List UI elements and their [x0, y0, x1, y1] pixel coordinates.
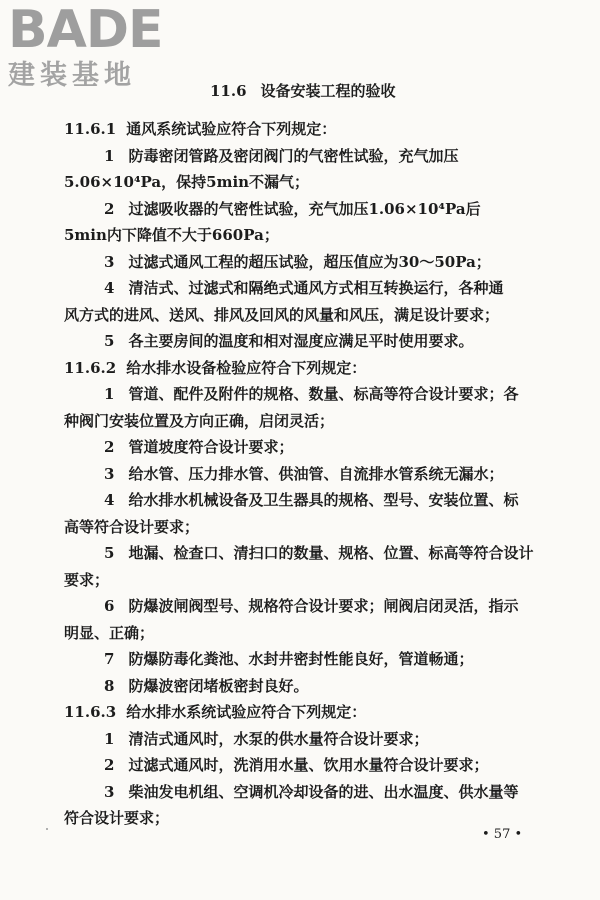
clause-heading: 11.6.3 给水排水系统试验应符合下列规定： [64, 703, 367, 721]
list-item: 5 地漏、检查口、清扫口的数量、规格、位置、标高等符合设计 [104, 544, 534, 562]
logo-brand: BADE [8, 0, 163, 60]
section-number: 11.6 [210, 82, 247, 100]
list-item-continuation: 5min内下降值不大于660Pa； [64, 226, 279, 244]
list-item-continuation: 高等符合设计要求； [64, 517, 200, 536]
section-title [210, 81, 396, 101]
list-item: 1 防毒密闭管路及密闭阀门的气密性试验，充气加压 [104, 146, 459, 165]
document-body [64, 116, 550, 832]
list-item: 4 清洁式、过滤式和隔绝式通风方式相互转换运行，各种通 [104, 279, 504, 297]
list-item: 5 各主要房间的温度和相对湿度应满足平时使用要求。 [104, 332, 474, 350]
list-item: 3 过滤式通风工程的超压试验，超压值应为30～50Pa； [104, 252, 491, 271]
page-number: • 57 • [482, 827, 523, 842]
list-item: 4 给水排水机械设备及卫生器具的规格、型号、安装位置、标 [104, 491, 519, 509]
list-item: 2 管道坡度符合设计要求； [104, 438, 294, 456]
list-item: 8 防爆波密闭堵板密封良好。 [104, 676, 309, 695]
list-item: 3 给水管、压力排水管、供油管、自流排水管系统无漏水； [104, 464, 504, 483]
section-heading: 设备安装工程的验收 [260, 82, 396, 100]
list-item: 2 过滤吸收器的气密性试验，充气加压1.06×10⁴Pa后 [104, 199, 481, 218]
list-item: 6 防爆波闸阀型号、规格符合设计要求；闸阀启闭灵活，指示 [104, 597, 519, 615]
list-item: 2 过滤式通风时，洗消用水量、饮用水量符合设计要求； [104, 756, 489, 774]
list-item: 7 防爆防毒化粪池、水封井密封性能良好，管道畅通； [104, 650, 474, 668]
logo-subtitle: 建装基地 [8, 60, 136, 91]
list-item-continuation: 5.06×10⁴Pa，保持5min不漏气； [64, 173, 310, 191]
clause-heading: 11.6.1 通风系统试验应符合下列规定： [64, 120, 337, 138]
list-item-continuation: 明显、正确； [64, 623, 155, 642]
page-speck [46, 828, 48, 830]
list-item-continuation: 风方式的进风、送风、排风及回风的风量和风压，满足设计要求； [64, 305, 500, 324]
list-item: 3 柴油发电机组、空调机冷却设备的进、出水温度、供水量等 [104, 782, 519, 801]
list-item-continuation: 种阀门安装位置及方向正确，启闭灵活； [64, 411, 335, 430]
clause-heading: 11.6.2 给水排水设备检验应符合下列规定： [64, 358, 367, 377]
list-item-continuation: 要求； [64, 570, 110, 589]
list-item: 1 管道、配件及附件的规格、数量、标高等符合设计要求；各 [104, 385, 519, 403]
bade-logo [8, 2, 183, 98]
list-item: 1 清洁式通风时，水泵的供水量符合设计要求； [104, 729, 429, 748]
list-item-continuation: 符合设计要求； [64, 809, 170, 827]
